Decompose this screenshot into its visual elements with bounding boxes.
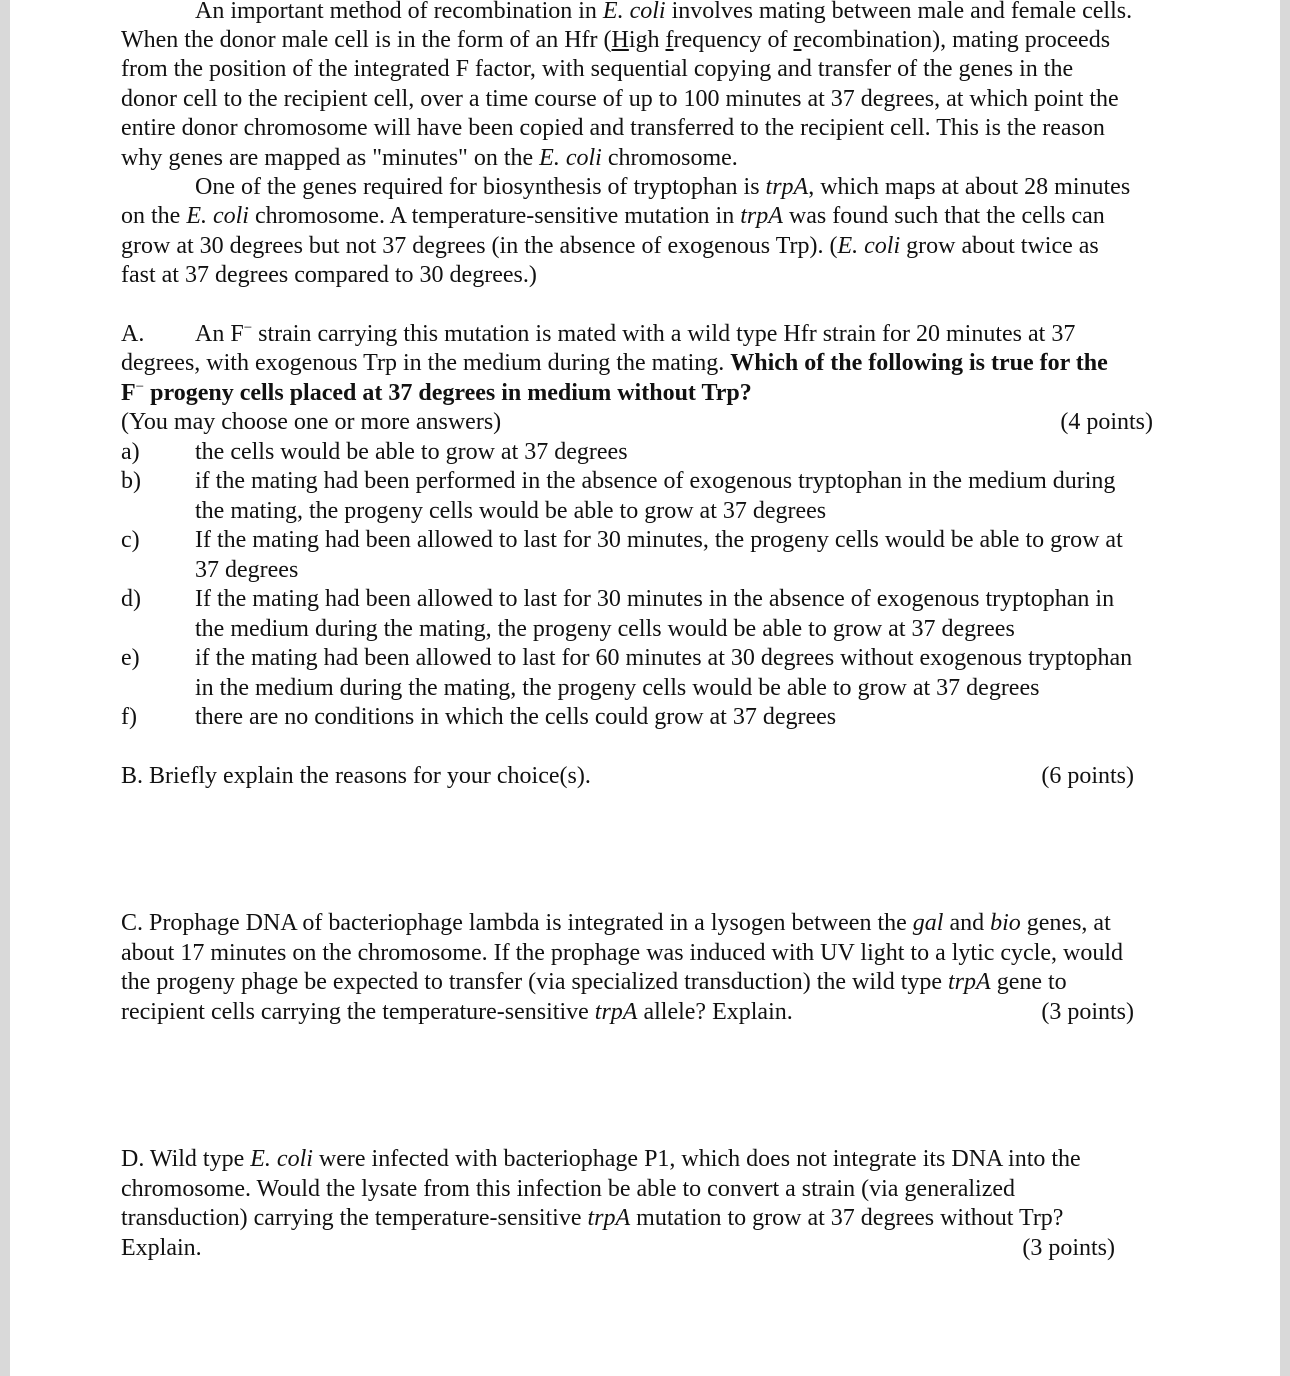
option-text: if the mating had been allowed to last for 60 minutes at 30 degrees without exogenous tryptophan [195, 645, 1133, 671]
option-text: the medium during the mating, the progeny cells would be able to grow at 37 degrees [195, 616, 1015, 642]
part-a-question-line: degrees, with exogenous Trp in the medium during the mating. Which of the following is true for the [121, 350, 1108, 376]
option-text: there are no conditions in which the cells could grow at 37 degrees [195, 704, 837, 730]
part-a-question-line: F− progeny cells placed at 37 degrees in medium without Trp? [121, 379, 752, 406]
option-label: b) [121, 468, 141, 494]
document-page [10, 0, 1280, 1376]
part-c-line: recipient cells carrying the temperature-sensitive trpA allele? Explain. [121, 999, 793, 1025]
option-text: If the mating had been allowed to last for 30 minutes, the progeny cells would be able to grow at [195, 527, 1123, 553]
option-label: f) [121, 704, 137, 730]
intro-p2-line: on the E. coli chromosome. A temperature-sensitive mutation in trpA was found such that the cells can [121, 203, 1105, 229]
part-c-line: the progeny phage be expected to transfer (via specialized transduction) the wild type trpA gene to [121, 969, 1067, 995]
option-text: 37 degrees [195, 557, 299, 583]
option-text: in the medium during the mating, the progeny cells would be able to grow at 37 degrees [195, 675, 1040, 701]
intro-p2-line: fast at 37 degrees compared to 30 degrees.) [121, 262, 537, 288]
option-label: d) [121, 586, 141, 612]
option-label: a) [121, 439, 140, 465]
option-label: c) [121, 527, 140, 553]
part-c-line: C. Prophage DNA of bacteriophage lambda is integrated in a lysogen between the gal and bio genes, at [121, 910, 1111, 936]
part-d-line: Explain. [121, 1235, 202, 1261]
option-text: the mating, the progeny cells would be able to grow at 37 degrees [195, 498, 827, 524]
part-a-question-line: An F− strain carrying this mutation is mated with a wild type Hfr strain for 20 minutes at 37 [195, 320, 1076, 347]
option-text: the cells would be able to grow at 37 degrees [195, 439, 628, 465]
intro-p1-line: entire donor chromosome will have been copied and transferred to the recipient cell. This is the reason [121, 115, 1105, 141]
part-a-label: A. [121, 321, 145, 347]
part-d-line: D. Wild type E. coli were infected with bacteriophage P1, which does not integrate its DNA into the [121, 1146, 1081, 1172]
part-a-note: (You may choose one or more answers) [121, 409, 502, 435]
intro-p1-line: donor cell to the recipient cell, over a time course of up to 100 minutes at 37 degrees, at which point the [121, 86, 1119, 112]
part-d-points: (3 points) [1022, 1235, 1115, 1261]
intro-p2-line: grow at 30 degrees but not 37 degrees (in the absence of exogenous Trp). (E. coli grow about twice as [121, 233, 1099, 259]
option-label: e) [121, 645, 140, 671]
intro-p1-line: An important method of recombination in E. coli involves mating between male and female cells. [195, 0, 1133, 24]
part-c-line: about 17 minutes on the chromosome. If the prophage was induced with UV light to a lytic cycle, would [121, 940, 1124, 966]
part-a-points: (4 points) [1060, 409, 1153, 435]
intro-p1-line: from the position of the integrated F factor, with sequential copying and transfer of the genes in the [121, 56, 1074, 82]
intro-p2-line: One of the genes required for biosynthesis of tryptophan is trpA, which maps at about 28 minutes [195, 174, 1131, 200]
intro-p1-line: When the donor male cell is in the form of an Hfr (High frequency of recombination), mating proceeds [121, 27, 1111, 53]
part-d-line: transduction) carrying the temperature-sensitive trpA mutation to grow at 37 degrees without Trp? [121, 1205, 1064, 1231]
part-b-question: B. Briefly explain the reasons for your choice(s). [121, 763, 591, 789]
option-text: if the mating had been performed in the absence of exogenous tryptophan in the medium during [195, 468, 1116, 494]
part-d-line: chromosome. Would the lysate from this infection be able to convert a strain (via generalized [121, 1176, 1015, 1202]
option-text: If the mating had been allowed to last for 30 minutes in the absence of exogenous tryptophan in [195, 586, 1115, 612]
part-c-points: (3 points) [1041, 999, 1134, 1025]
part-b-points: (6 points) [1041, 763, 1134, 789]
intro-p1-line: why genes are mapped as "minutes" on the E. coli chromosome. [121, 145, 738, 171]
